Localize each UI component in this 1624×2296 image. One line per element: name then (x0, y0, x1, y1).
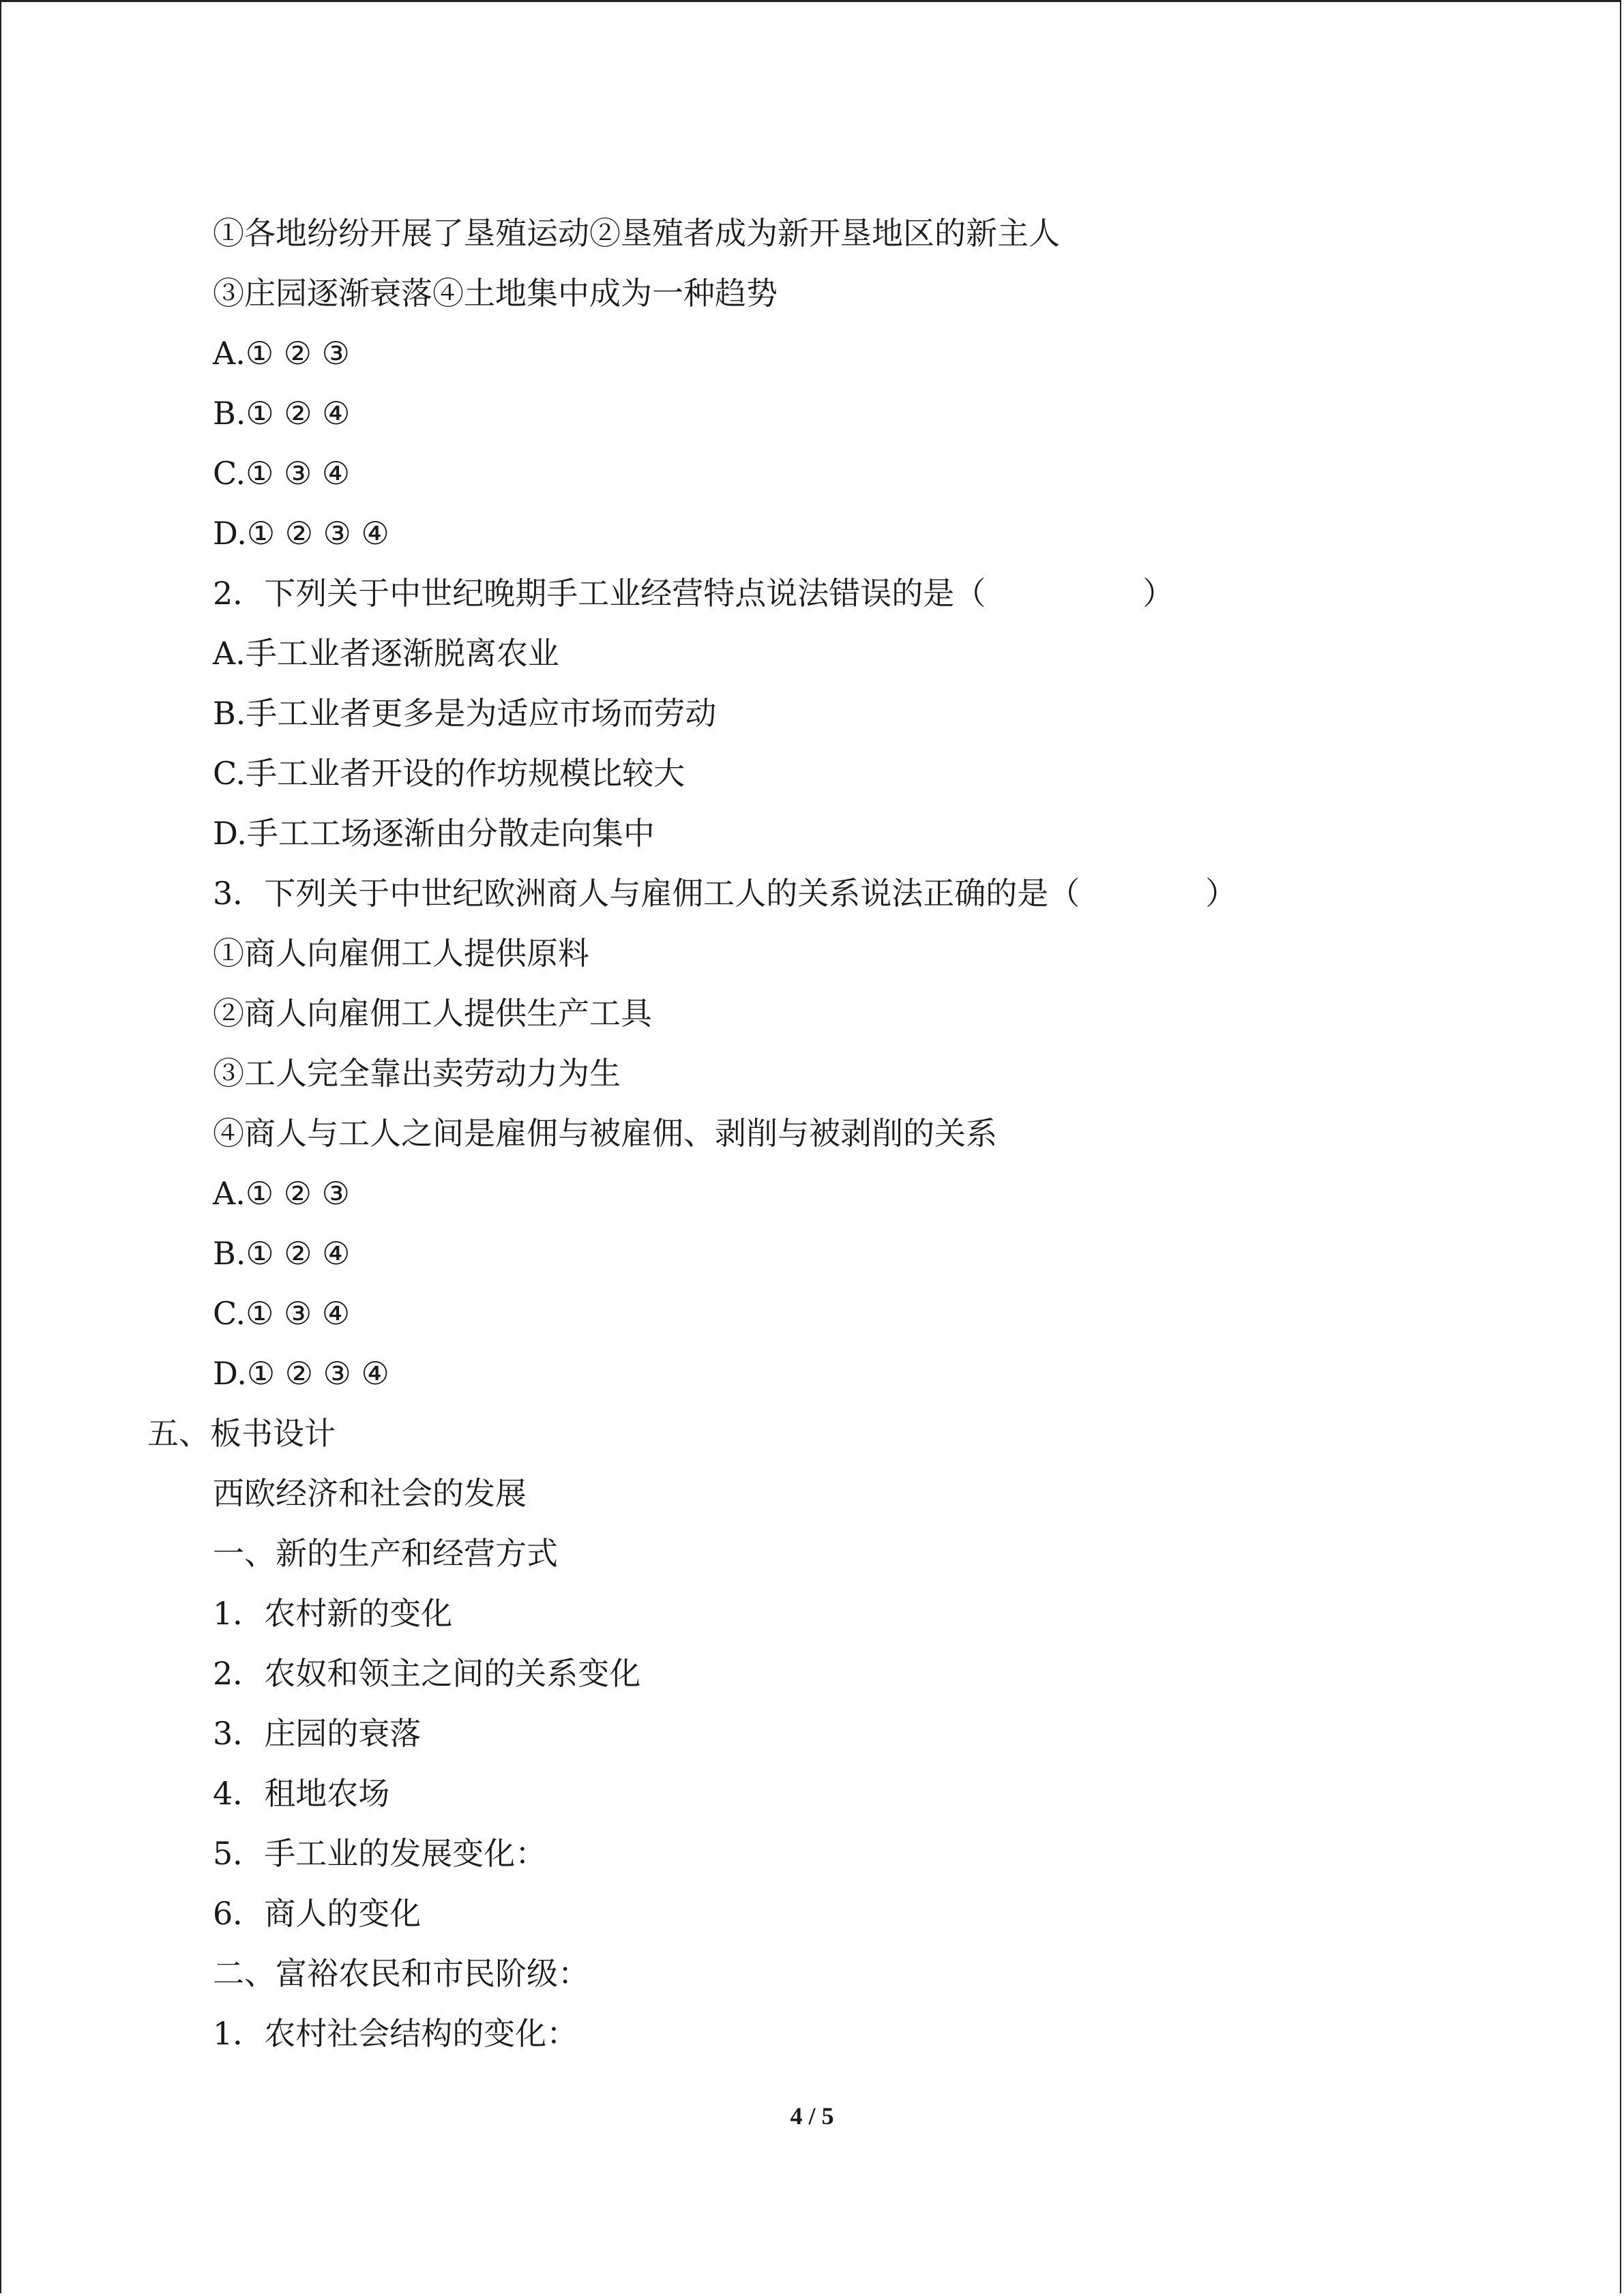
q3-statement-1: ①商人向雇佣工人提供原料 (213, 935, 589, 972)
outline-item-2: 2．农奴和领主之间的关系变化 (213, 1655, 641, 1692)
q2-option-a: A.手工业者逐渐脱离农业 (213, 635, 559, 672)
q2-option-d: D.手工工场逐渐由分散走向集中 (213, 815, 655, 852)
statement-1-2: ①各地纷纷开展了垦殖运动②垦殖者成为新开垦地区的新主人 (213, 215, 1060, 252)
outline-part-2: 二、富裕农民和市民阶级： (213, 1955, 589, 1992)
outline-item-5: 5．手工业的发展变化： (213, 1835, 547, 1872)
q3-statement-3: ③工人完全靠出卖劳动力为生 (213, 1055, 621, 1092)
outline-item-6: 6．商人的变化 (213, 1895, 422, 1932)
q1-option-d: D.① ② ③ ④ (213, 515, 389, 552)
q3-option-d: D.① ② ③ ④ (213, 1355, 389, 1392)
outline-item-3: 3．庄园的衰落 (213, 1715, 422, 1752)
outline-part-1: 一、新的生产和经营方式 (213, 1535, 558, 1572)
q1-option-b: B.① ② ④ (213, 395, 351, 432)
blackboard-title: 西欧经济和社会的发展 (213, 1475, 527, 1512)
outline-part-2-item-1: 1．农村社会结构的变化： (213, 2015, 578, 2052)
q3-statement-2: ②商人向雇佣工人提供生产工具 (213, 995, 652, 1032)
question-3: 3．下列关于中世纪欧洲商人与雇佣工人的关系说法正确的是（ ） (213, 875, 1237, 912)
outline-item-4: 4．租地农场 (213, 1775, 390, 1812)
statement-3-4: ③庄园逐渐衰落④土地集中成为一种趋势 (213, 275, 778, 312)
q1-option-a: A.① ② ③ (213, 335, 350, 372)
outline-item-1: 1．农村新的变化 (213, 1595, 453, 1632)
q3-option-c: C.① ③ ④ (213, 1295, 351, 1332)
page-number: 4 / 5 (790, 2102, 834, 2130)
q3-option-b: B.① ② ④ (213, 1235, 351, 1272)
q2-option-b: B.手工业者更多是为适应市场而劳动 (213, 695, 717, 732)
q3-option-a: A.① ② ③ (213, 1175, 350, 1212)
q3-statement-4: ④商人与工人之间是雇佣与被雇佣、剥削与被剥削的关系 (213, 1115, 997, 1152)
q2-option-c: C.手工业者开设的作坊规模比较大 (213, 755, 685, 792)
section-heading-blackboard: 五、板书设计 (147, 1415, 336, 1452)
question-2: 2．下列关于中世纪晚期手工业经营特点说法错误的是（ ） (213, 575, 1175, 612)
q1-option-c: C.① ③ ④ (213, 455, 351, 492)
